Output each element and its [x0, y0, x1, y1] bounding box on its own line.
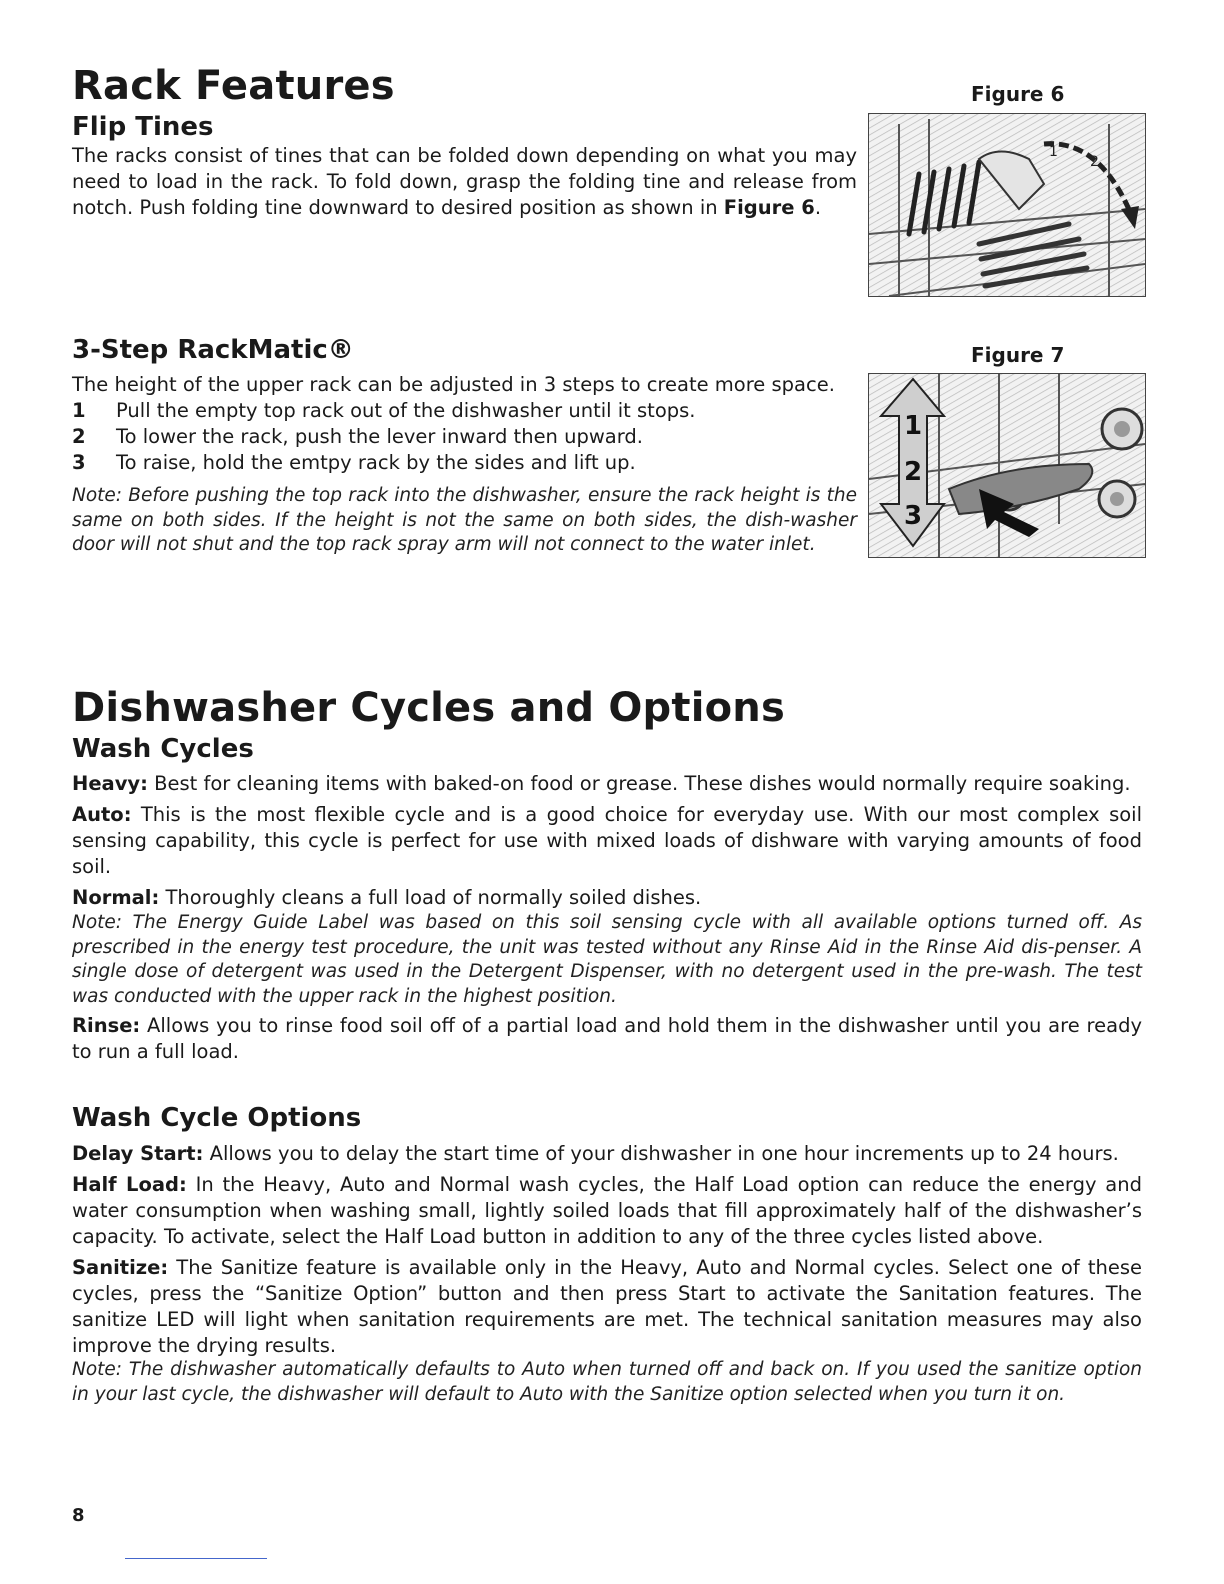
- rinse-label: Rinse:: [72, 1014, 141, 1037]
- rackmatic-steps: [72, 398, 852, 476]
- rinse-cycle-text: Rinse: Allows you to rinse food soil off of a partial load and hold them in the dishwasher until you are ready to run a full load.: [72, 1014, 1142, 1063]
- figure6-step-2: 2: [1090, 154, 1099, 170]
- flip-tines-text: The racks consist of tines that can be folded down depending on what you may need to load in the rack. To fold down, grasp the folding tine and release from notch. Push folding tine downward to desired position as shown in Figure 6.: [72, 144, 857, 219]
- delay-start-text: Delay Start: Allows you to delay the start time of your dishwasher in one hour increments up to 24 hours.: [72, 1142, 1119, 1165]
- figure7-image: [868, 373, 1146, 558]
- flip-tines-illustration: [869, 114, 1145, 296]
- figure7-label: Figure 7: [971, 343, 1065, 367]
- rackmatic-step: 1 Pull the empty top rack out of the dishwasher until it stops.: [72, 399, 696, 422]
- page-number: 8: [72, 1505, 85, 1526]
- auto-cycle-text: Auto: This is the most flexible cycle and is a good choice for everyday use. With our most complex soil sensing capability, this cycle is perfect for use with mixed loads of dishware with varying amounts of food soil.: [72, 803, 1142, 878]
- rackmatic-note: Note: Before pushing the top rack into the dishwasher, ensure the rack height is the same on both sides. If the height is not the same on both sides, the dish-washer door will not shut and the top rack spray arm will not connect to the water inlet.: [72, 485, 857, 555]
- rackmatic-illustration: [869, 374, 1145, 557]
- normal-label: Normal:: [72, 886, 160, 909]
- figure6-reference: Figure 6: [723, 196, 815, 219]
- wash-cycle-options-heading: Wash Cycle Options: [72, 1103, 362, 1133]
- sanitize-text: Sanitize: The Sanitize feature is available only in the Heavy, Auto and Normal cycles. Select one of these cycles, press the “Sanitize Option” button and then press Start to activate the Sanitation features. The sanitize LED will light when sanitation requirements are met. The technical sanitation measures may also improve the drying results.: [72, 1256, 1142, 1357]
- auto-label: Auto:: [72, 803, 132, 826]
- normal-cycle-text: Normal: Thoroughly cleans a full load of normally soiled dishes.: [72, 886, 702, 909]
- rackmatic-heading: 3-Step RackMatic®: [72, 335, 354, 365]
- rackmatic-intro: The height of the upper rack can be adjusted in 3 steps to create more space.: [72, 373, 835, 396]
- rackmatic-step: 2 To lower the rack, push the lever inward then upward.: [72, 425, 644, 448]
- flip-tines-heading: Flip Tines: [72, 112, 214, 142]
- figure7-step-3: 3: [904, 501, 923, 531]
- figure6-step-1: 1: [1049, 144, 1058, 160]
- figure7-step-1: 1: [904, 411, 923, 441]
- heavy-cycle-text: Heavy: Best for cleaning items with baked-on food or grease. These dishes would normally require soaking.: [72, 772, 1131, 795]
- sanitize-label: Sanitize:: [72, 1256, 169, 1279]
- rackmatic-step: 3 To raise, hold the emtpy rack by the sides and lift up.: [72, 451, 636, 474]
- half-load-text: Half Load: In the Heavy, Auto and Normal wash cycles, the Half Load option can reduce the energy and water consumption when washing small, lightly soiled loads that fill approximately half of the dishwasher’s capacity. To activate, select the Half Load button in addition to any of the three cycles listed above.: [72, 1173, 1142, 1248]
- delay-start-label: Delay Start:: [72, 1142, 204, 1165]
- heavy-label: Heavy:: [72, 772, 148, 795]
- figure7-step-2: 2: [904, 457, 923, 487]
- half-load-label: Half Load:: [72, 1173, 187, 1196]
- page-title: Rack Features: [72, 63, 395, 109]
- cycles-title: Dishwasher Cycles and Options: [72, 685, 785, 731]
- footer-rule: [125, 1558, 267, 1559]
- energy-guide-note: Note: The Energy Guide Label was based on this soil sensing cycle with all available options turned off. As prescribed in the energy test procedure, the unit was tested without any Rinse Aid in the Rinse Aid dis-penser. A single dose of detergent was used in the Detergent Dispenser, with no detergent used in the pre-wash. The test was conducted with the upper rack in the highest position.: [72, 912, 1142, 1007]
- wash-cycles-heading: Wash Cycles: [72, 734, 254, 764]
- sanitize-note: Note: The dishwasher automatically defaults to Auto when turned off and back on. If you used the sanitize option in your last cycle, the dishwasher will default to Auto with the Sanitize option selected when you turn it on.: [72, 1359, 1142, 1405]
- figure6-image: [868, 113, 1146, 297]
- figure6-label: Figure 6: [971, 82, 1065, 106]
